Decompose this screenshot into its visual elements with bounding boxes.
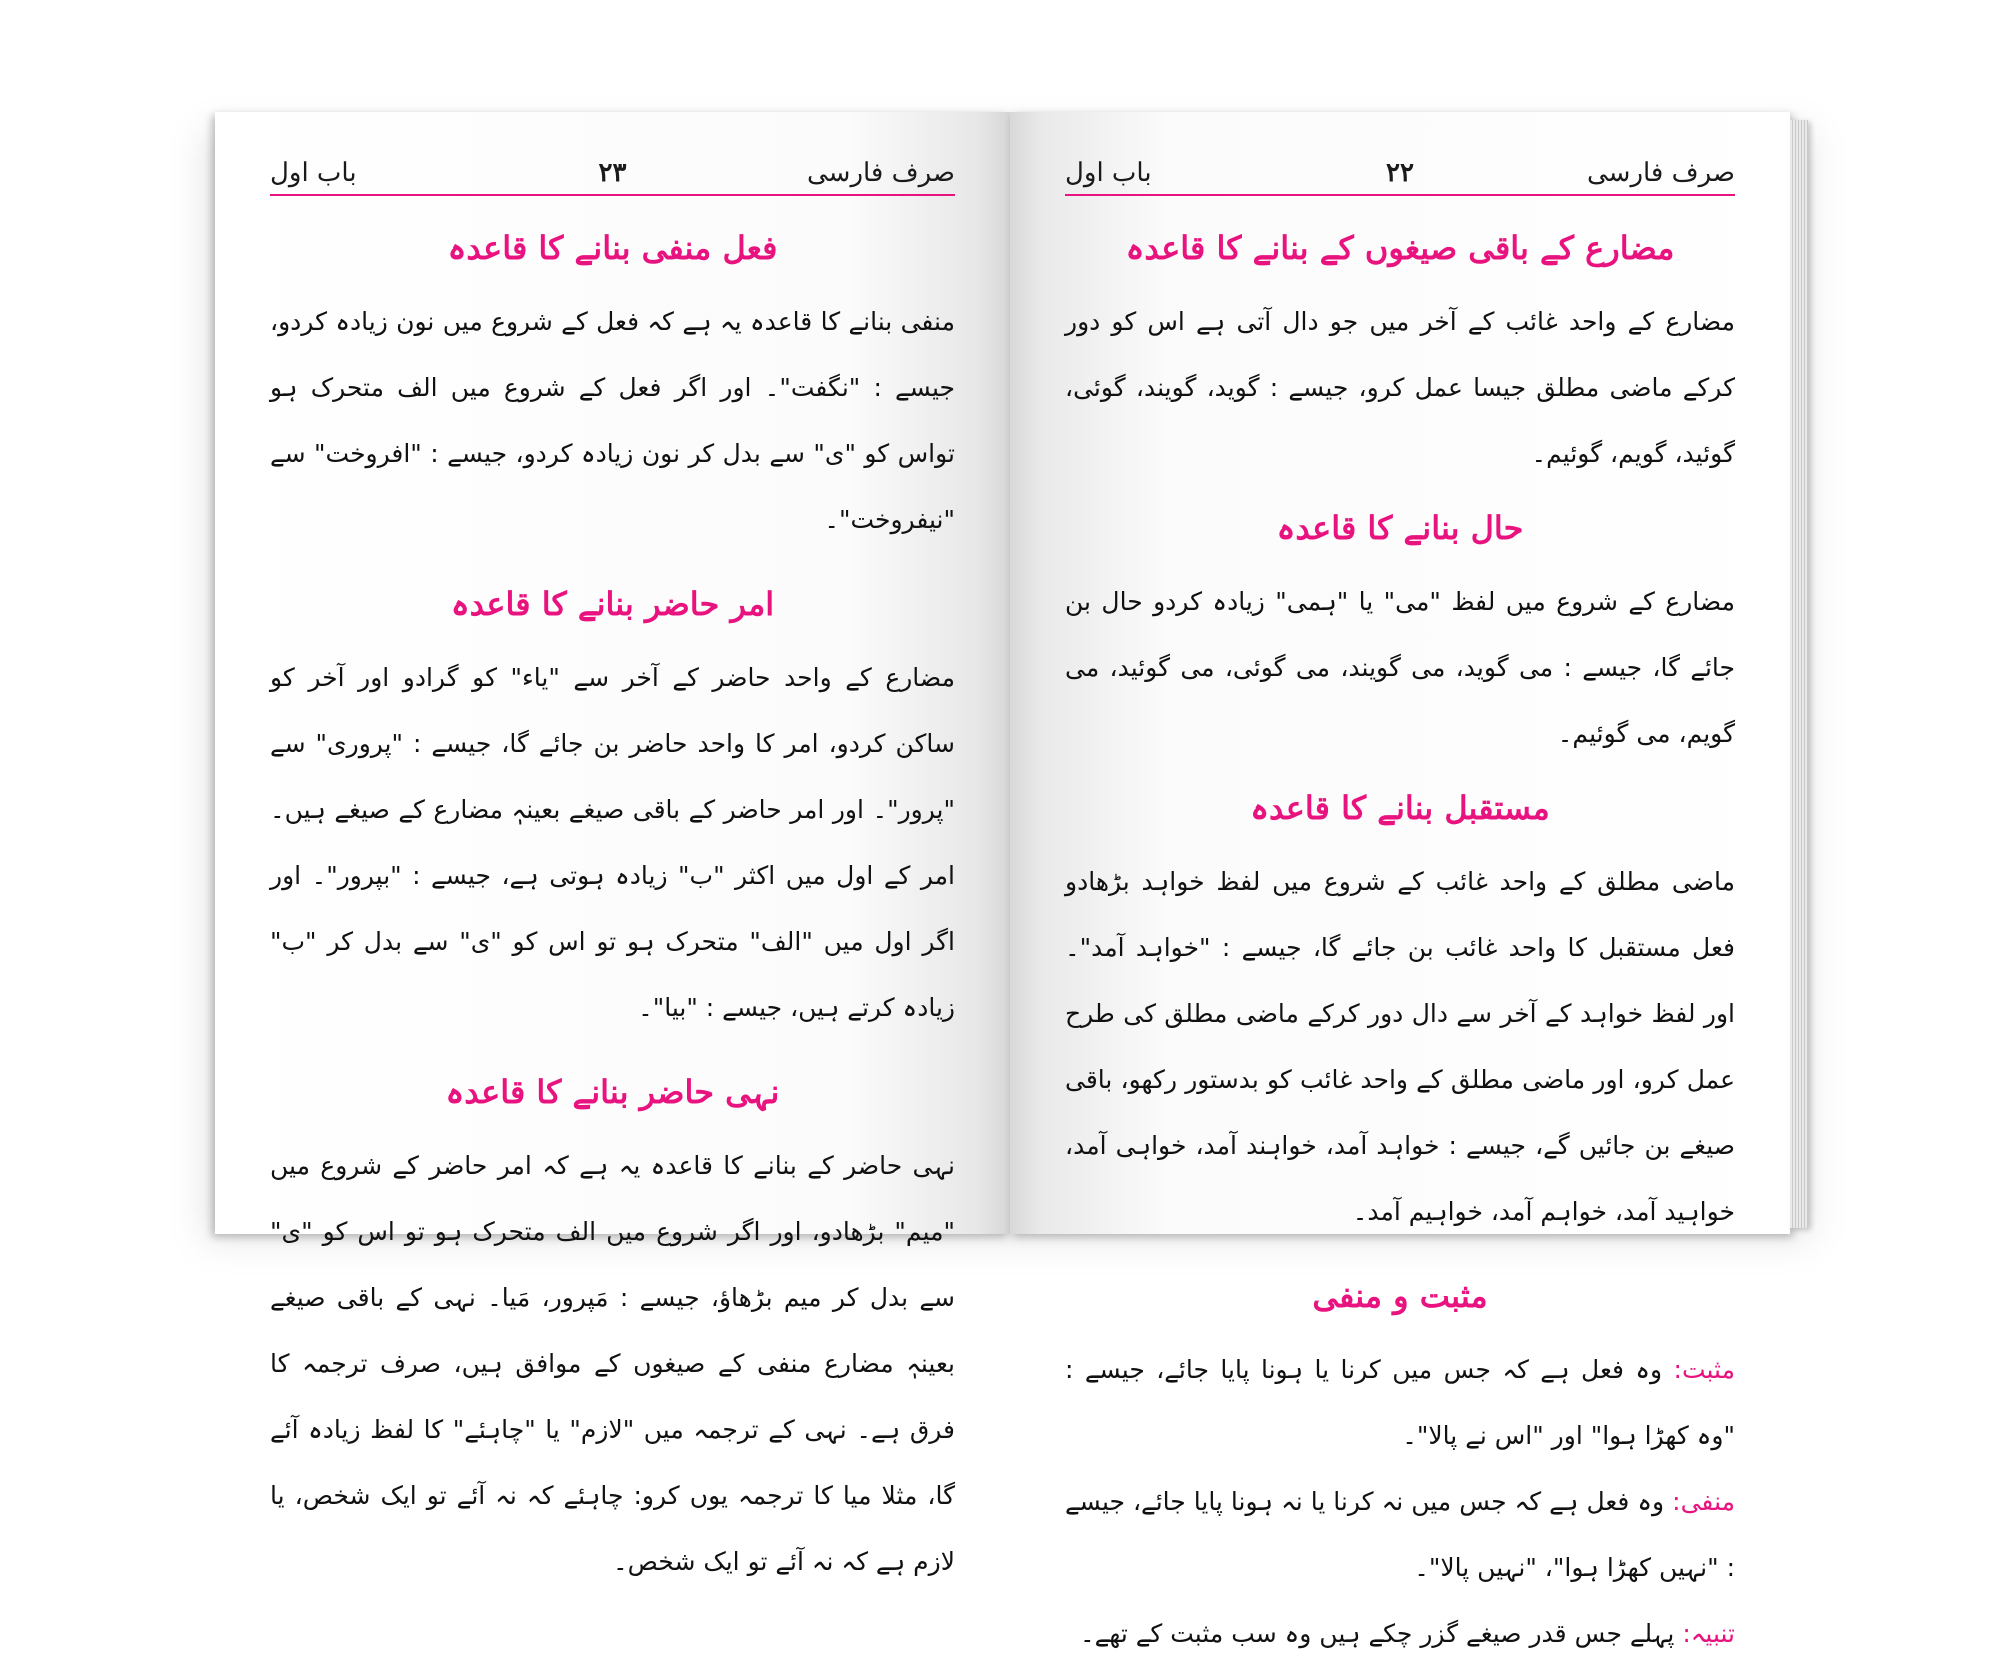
section-heading: فعل منفی بنانے کا قاعدہ [447,229,778,267]
left-page [215,112,1010,1576]
definition-text: وہ فعل ہے کہ جس میں نہ کرنا یا نہ ہونا پایا جائے، جیسے : "نہیں کھڑا ہوا"، "نہیں پالا"۔ [1065,1487,1735,1582]
definition-label: منفی: [1672,1487,1735,1516]
section-paragraph: منفی بنانے کا قاعدہ یہ ہے کہ فعل کے شروع میں نون زیادہ کردو، جیسے : "نگفت"۔ اور اگر فعل کے شروع میں الف متحرک ہو تواس کو "ی" سے بدل کر نون زیادہ کردو، جیسے : "افروخت" سے "نیفروخت"۔ [270,307,955,534]
section-heading: مستقبل بنانے کا قاعدہ [1250,789,1550,827]
left-running-header [270,154,955,196]
section-paragraph: مضارع کے واحد غائب کے آخر میں جو دال آتی ہے اس کو دور کرکے ماضی مطلق جیسا عمل کرو، جیسے : گوید، گویند، گوئی، گوئید، گویم، گوئیم۔ [1065,307,1735,468]
definition-text: وہ فعل ہے کہ جس میں کرنا یا ہونا پایا جائے، جیسے : "وہ کھڑا ہوا" اور "اس نے پالا"۔ [1065,1355,1735,1450]
section-paragraph: نہی حاضر کے بنانے کا قاعدہ یہ ہے کہ امر حاضر کے شروع میں "میم" بڑھادو، اور اگر شروع میں الف متحرک ہو تو اس کو "ی" سے بدل کر میم بڑھاؤ، جیسے : مَپرور، مَیا۔ نہی کے باقی صیغے بعینہٖ مضارع منفی کے صیغوں کے موافق ہیں، صرف ترجمہ کا فرق ہے۔ نہی کے ترجمہ میں "لازم" یا "چاہئے" کا لفظ زیادہ آئے گا، مثلا میا کا ترجمہ یوں کرو: چاہئے کہ نہ آئے تو ایک شخص، یا لازم ہے کہ نہ آئے تو ایک شخص۔ [270,1151,955,1576]
left-header-chapter: صرف فارسی [806,158,955,188]
right-header-chapter: صرف فارسی [1586,158,1735,188]
section-heading: حال بنانے کا قاعدہ [1276,509,1524,547]
definition-item [1065,1337,1735,1469]
section-heading: مضارع کے باقی صیغوں کے بنانے کا قاعدہ [1125,229,1675,267]
definition-item [1065,1469,1735,1601]
page-edges [1790,120,1808,1228]
definition-label: مثبت: [1673,1355,1735,1384]
section-heading: امر حاضر بنانے کا قاعدہ [450,585,775,623]
definition-item [1065,1601,1735,1667]
left-page-number: ۲۳ [598,158,627,188]
right-page-content [1065,207,1735,1667]
left-page-content [270,207,955,1595]
definition-text: پہلے جس قدر صیغے گزر چکے ہیں وہ سب مثبت کے تھے۔ [1080,1619,1683,1648]
right-running-header [1065,154,1735,196]
definition-label: تنبیہ: [1682,1619,1735,1648]
section-heading: نہی حاضر بنانے کا قاعدہ [445,1073,780,1111]
section-paragraph: مضارع کے واحد حاضر کے آخر سے "یاء" کو گرادو اور آخر کو ساکن کردو، امر کا واحد حاضر بن جائے گا، جیسے : "پروری" سے "پرور"۔ اور امر حاضر کے باقی صیغے بعینہٖ مضارع کے صیغے ہیں۔ امر کے اول میں اکثر "ب" زیادہ ہوتی ہے، جیسے : "بپرور"۔ اور اگر اول میں "الف" متحرک ہو تو اس کو "ی" سے بدل کر "ب" زیادہ کرتے ہیں، جیسے : "بیا"۔ [270,663,955,1022]
section-paragraph: مضارع کے شروع میں لفظ "می" یا "ہمی" زیادہ کردو حال بن جائے گا، جیسے : می گوید، می گویند، می گوئی، می گوئید، می گویم، می گوئیم۔ [1065,587,1735,748]
right-page [1010,112,1790,1648]
left-header-book: باب اول [270,158,357,188]
section-heading: مثبت و منفی [1312,1277,1488,1315]
right-page-number: ۲۲ [1386,158,1414,188]
right-header-book: باب اول [1065,158,1152,188]
section-paragraph: ماضی مطلق کے واحد غائب کے شروع میں لفظ خواہد بڑھادو فعل مستقبل کا واحد غائب بن جائے گا، جیسے : "خواہد آمد"۔ اور لفظ خواہد کے آخر سے دال دور کرکے ماضی مطلق کی طرح عمل کرو، اور ماضی مطلق کے واحد غائب کو بدستور رکھو، باقی صیغے بن جائیں گے، جیسے : خواہد آمد، خواہند آمد، خواہی آمد، خواہید آمد، خواہم آمد، خواہیم آمد۔ [1065,867,1735,1226]
